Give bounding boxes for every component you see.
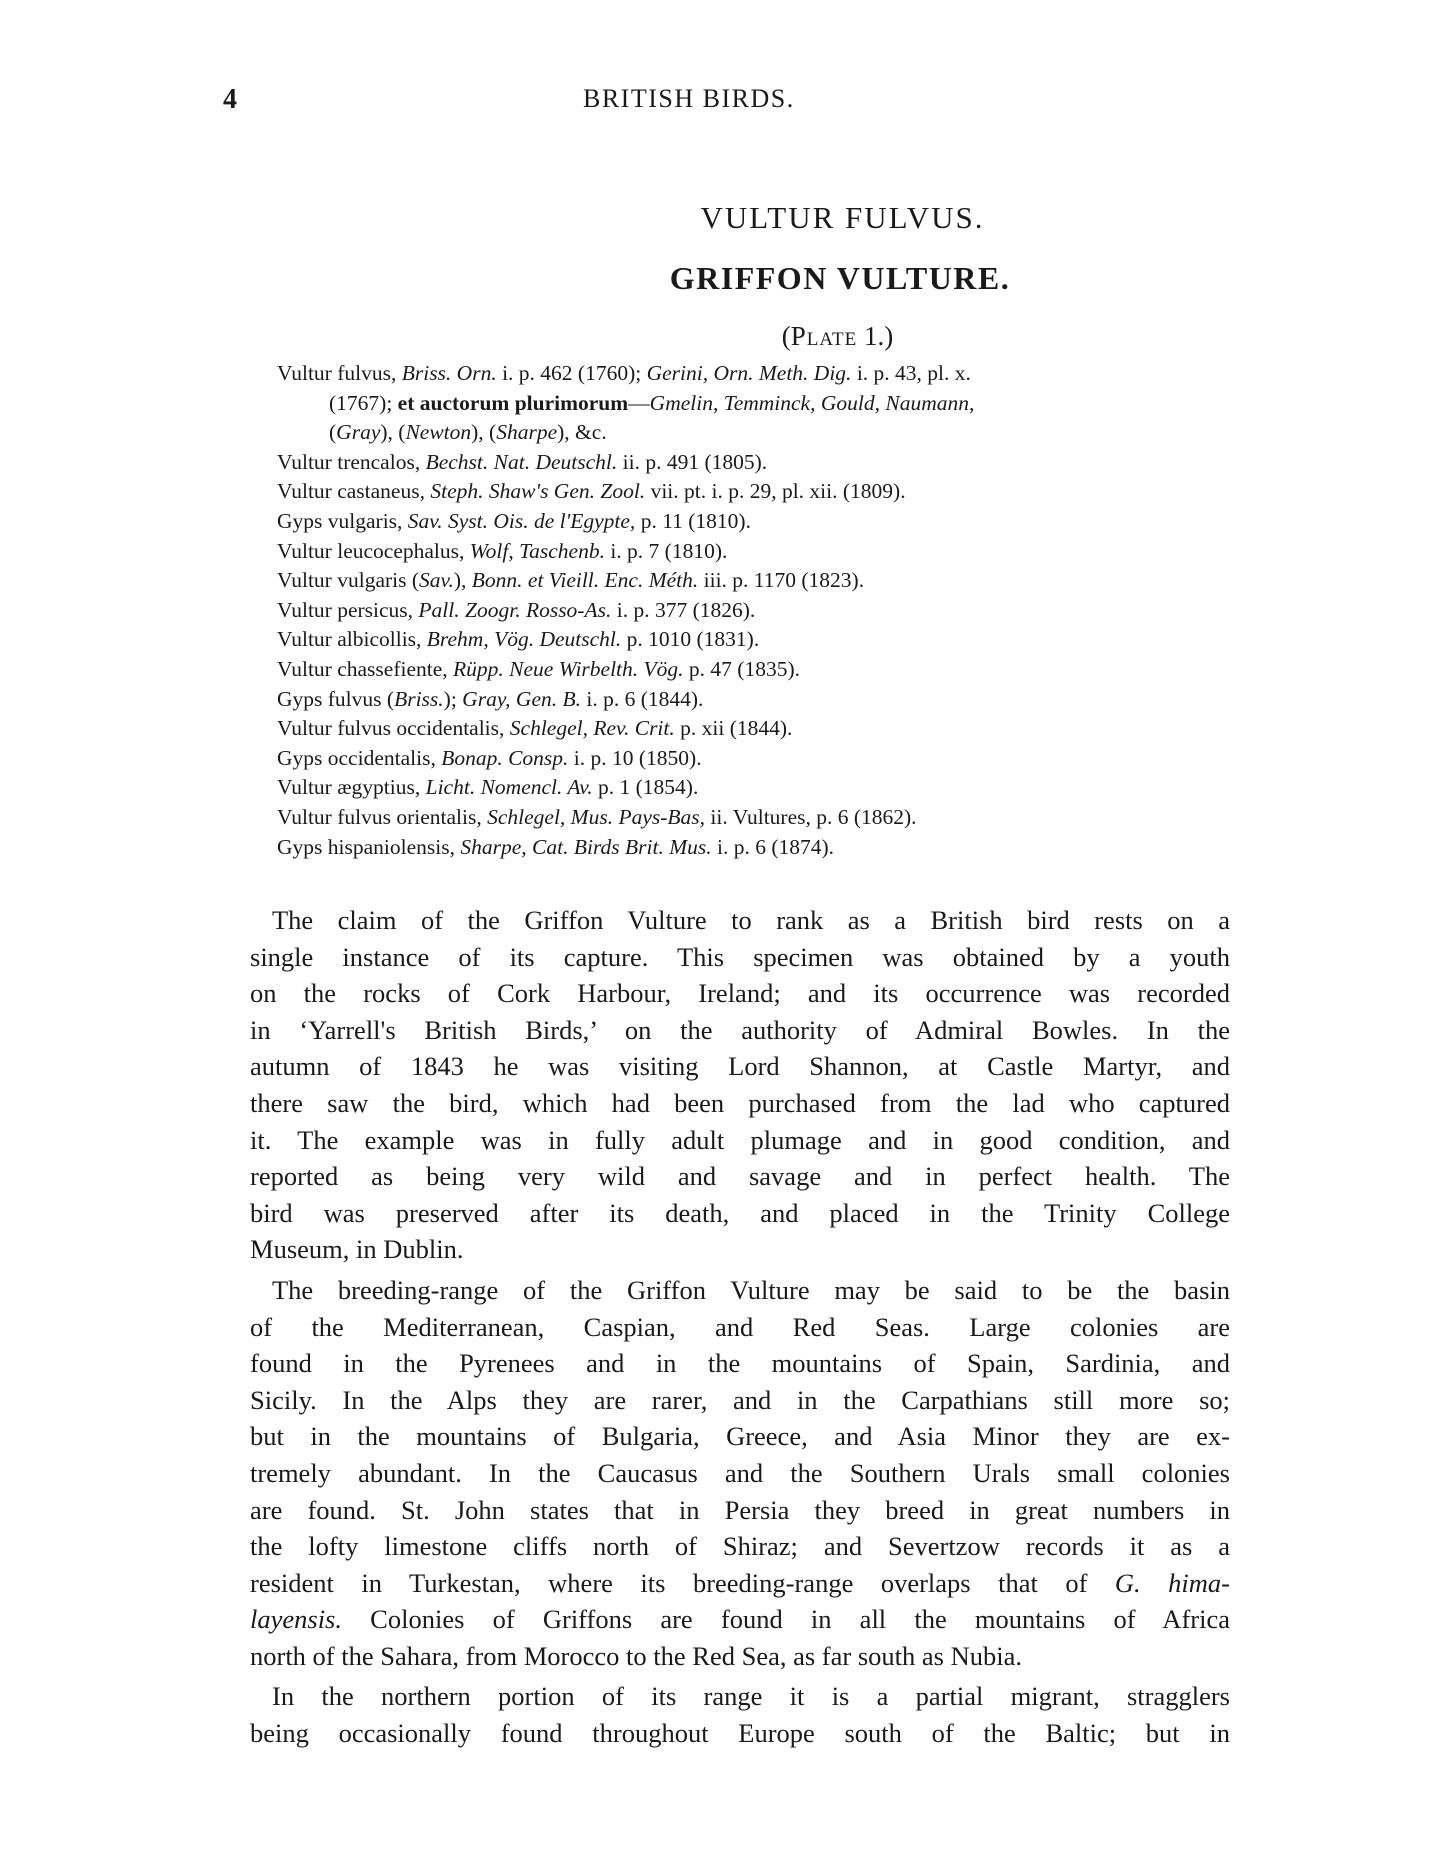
- plate-number: 1.): [857, 321, 894, 351]
- synonym-entry: Vultur vulgaris (Sav.), Bonn. et Vieill. Enc. Méth. iii. p. 1170 (1823).: [277, 568, 865, 593]
- text-line: reported as being very wild and savage and in perfect health. The: [250, 1161, 1230, 1192]
- text-line: being occasionally found throughout Europe south of the Baltic; but in: [250, 1718, 1230, 1749]
- synonym-entry: Vultur fulvus occidentalis, Schlegel, Rev. Crit. p. xii (1844).: [277, 716, 793, 741]
- synonym-entry-continued: (1767); et auctorum plurimorum—Gmelin, Temminck, Gould, Naumann,: [329, 390, 975, 415]
- synonym-entry: Vultur fulvus, Briss. Orn. i. p. 462 (1760); Gerini, Orn. Meth. Dig. i. p. 43, pl. x.: [277, 361, 971, 385]
- synonym-entry: Gyps fulvus (Briss.); Gray, Gen. B. i. p. 6 (1844).: [277, 686, 704, 711]
- synonym-entry: Vultur leucocephalus, Wolf, Taschenb. i. p. 7 (1810).: [277, 538, 728, 563]
- text-line: In the northern portion of its range it is a partial migrant, stragglers: [272, 1681, 1230, 1712]
- synonym-entry: Gyps occidentalis, Bonap. Consp. i. p. 10 (1850).: [277, 745, 702, 770]
- text-line: autumn of 1843 he was visiting Lord Shannon, at Castle Martyr, and: [250, 1051, 1230, 1082]
- text-line: Sicily. In the Alps they are rarer, and in the Carpathians still more so;: [250, 1384, 1230, 1415]
- species-heading: [0, 198, 1445, 354]
- text-line: tremely abundant. In the Caucasus and the Southern Urals small colonies: [250, 1457, 1230, 1488]
- plate-reference: [230, 318, 1445, 354]
- page-number: 4: [223, 84, 237, 115]
- plate-open-paren: (: [781, 321, 791, 351]
- text-line: of the Mediterranean, Caspian, and Red Seas. Large colonies are: [250, 1311, 1230, 1342]
- synonym-entry: Vultur trencalos, Bechst. Nat. Deutschl. ii. p. 491 (1805).: [277, 449, 768, 474]
- text-line: are found. St. John states that in Persia they breed in great numbers in: [250, 1494, 1230, 1525]
- running-head: [0, 84, 1445, 124]
- synonymy-list: [277, 359, 1217, 862]
- synonym-entry: Gyps vulgaris, Sav. Syst. Ois. de l'Egypte, p. 11 (1810).: [277, 508, 751, 533]
- text-line: north of the Sahara, from Morocco to the Red Sea, as far south as Nubia.: [250, 1640, 1022, 1671]
- text-line: single instance of its capture. This specimen was obtained by a youth: [250, 941, 1230, 972]
- common-name: GRIFFON VULTURE.: [669, 260, 1011, 296]
- text-line: The breeding-range of the Griffon Vulture may be said to be the basin: [272, 1274, 1230, 1305]
- synonym-entry-continued: (Gray), (Newton), (Sharpe), &c.: [329, 420, 607, 445]
- text-line: bird was preserved after its death, and placed in the Trinity College: [250, 1197, 1230, 1228]
- text-line: but in the mountains of Bulgaria, Greece, and Asia Minor they are ex-: [250, 1421, 1230, 1452]
- text-line: resident in Turkestan, where its breeding-range overlaps that of G. hima-: [250, 1567, 1231, 1598]
- running-title: BRITISH BIRDS.: [583, 84, 795, 113]
- paragraph: [250, 902, 1230, 1268]
- synonym-entry: Vultur chassefiente, Rüpp. Neue Wirbelth. Vög. p. 47 (1835).: [277, 656, 800, 681]
- text-line: Museum, in Dublin.: [250, 1234, 464, 1265]
- text-line: there saw the bird, which had been purchased from the lad who captured: [250, 1087, 1230, 1118]
- text-line: found in the Pyrenees and in the mountains of Spain, Sardinia, and: [250, 1348, 1230, 1379]
- synonym-entry: Gyps hispaniolensis, Sharpe, Cat. Birds Brit. Mus. i. p. 6 (1874).: [277, 834, 835, 859]
- paragraph: [250, 1678, 1230, 1751]
- synonym-entry: Vultur fulvus orientalis, Schlegel, Mus. Pays-Bas, ii. Vultures, p. 6 (1862).: [277, 804, 917, 829]
- synonym-entry: Vultur persicus, Pall. Zoogr. Rosso-As. i. p. 377 (1826).: [277, 597, 756, 622]
- body-text: [250, 902, 1230, 1752]
- text-line: on the rocks of Cork Harbour, Ireland; and its occurrence was recorded: [250, 978, 1230, 1009]
- synonym-entry: Vultur ægyptius, Licht. Nomencl. Av. p. 1 (1854).: [277, 775, 699, 800]
- synonym-entry: Vultur albicollis, Brehm, Vög. Deutschl. p. 1010 (1831).: [277, 627, 760, 652]
- text-line: in ‘Yarrell's British Birds,’ on the authority of Admiral Bowles. In the: [250, 1014, 1230, 1045]
- plate-word: Plate: [790, 321, 858, 351]
- latin-name: VULTUR FULVUS.: [700, 200, 985, 235]
- synonym-entry: Vultur castaneus, Steph. Shaw's Gen. Zool. vii. pt. i. p. 29, pl. xii. (1809).: [277, 479, 906, 504]
- text-line: the lofty limestone cliffs north of Shiraz; and Severtzow records it as a: [250, 1531, 1230, 1562]
- paragraph: [250, 1272, 1230, 1675]
- text-line: The claim of the Griffon Vulture to rank as a British bird rests on a: [272, 905, 1230, 935]
- text-line: it. The example was in fully adult plumage and in good condition, and: [250, 1124, 1230, 1155]
- text-line: layensis. Colonies of Griffons are found in all the mountains of Africa: [250, 1604, 1230, 1635]
